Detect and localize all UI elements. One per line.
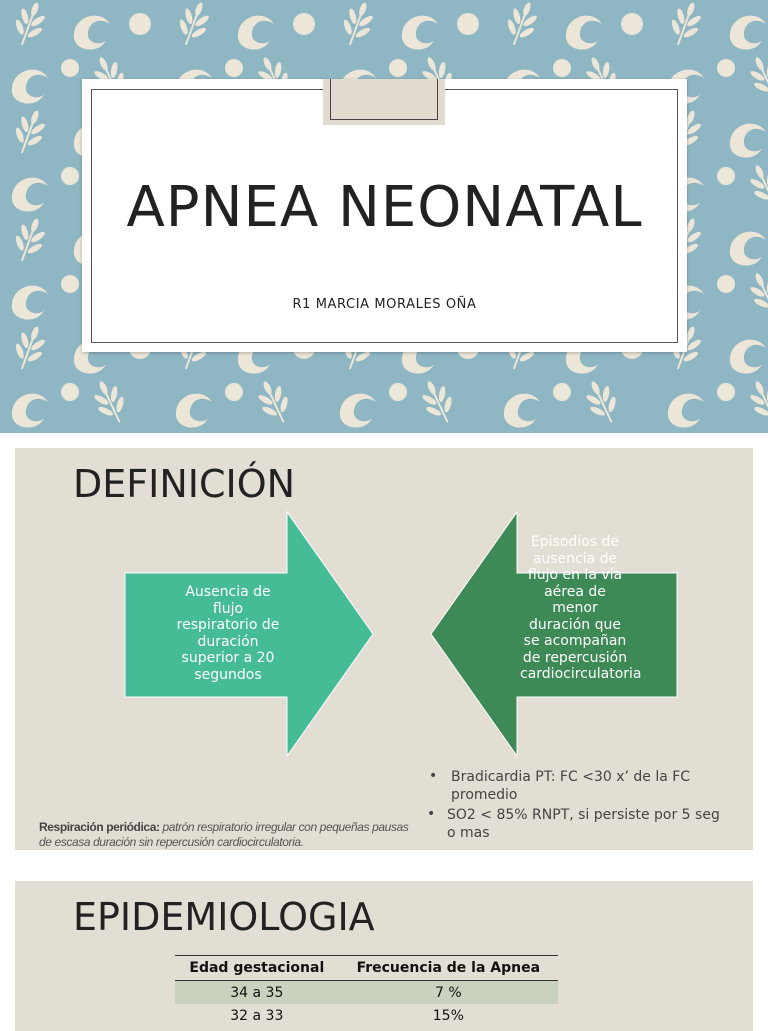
table-cell: 15% — [432, 1007, 464, 1024]
list-item — [425, 806, 725, 842]
periodic-breathing-note — [39, 820, 409, 850]
right-arrow-text: Episodios de ausencia de flujo en la vía aérea de menor duración que se acompañan de repercusión cardiocirculatoria — [520, 534, 642, 682]
slide-heading: DEFINICIÓN — [73, 462, 296, 506]
epidemiology-slide — [15, 881, 753, 1031]
title-card — [82, 79, 687, 352]
table-header: Frecuencia de la Apnea — [339, 956, 558, 981]
table-header-row — [175, 956, 558, 981]
table-row — [175, 981, 558, 1005]
bullet-list — [425, 768, 725, 844]
table-cell: 32 a 33 — [230, 1007, 284, 1024]
bullet-icon: • — [427, 806, 436, 822]
title-card-tab-frame — [330, 79, 438, 120]
title-slide — [0, 0, 768, 433]
presentation-author: R1 MARCIA MORALES OÑA — [292, 297, 477, 312]
table-cell: 34 a 35 — [175, 981, 339, 1005]
left-arrow-text: Ausencia de flujo respiratorio de duración superior a 20 segundos — [176, 584, 280, 683]
list-item — [425, 768, 725, 804]
slide-heading: EPIDEMIOLOGIA — [73, 895, 375, 939]
title-card-tab — [323, 79, 445, 125]
bullet-text: SO2 < 85% RNPT, si persiste por 5 seg o mas — [447, 807, 720, 841]
note-label: Respiración periódica: — [39, 820, 160, 834]
presentation-title: APNEA NEONATAL — [126, 175, 643, 240]
definition-slide — [15, 448, 753, 850]
epidemiology-table — [175, 955, 558, 1027]
bullet-icon: • — [429, 768, 438, 784]
bullet-text: Bradicardia PT: FC <30 x’ de la FC promedio — [451, 769, 691, 803]
table-header: Edad gestacional — [175, 956, 339, 981]
table-cell: 7 % — [339, 981, 558, 1005]
note-text: patrón respiratorio irregular con pequeñas pausas de escasa duración sin repercusión cardiocirculatoria. — [39, 820, 409, 849]
